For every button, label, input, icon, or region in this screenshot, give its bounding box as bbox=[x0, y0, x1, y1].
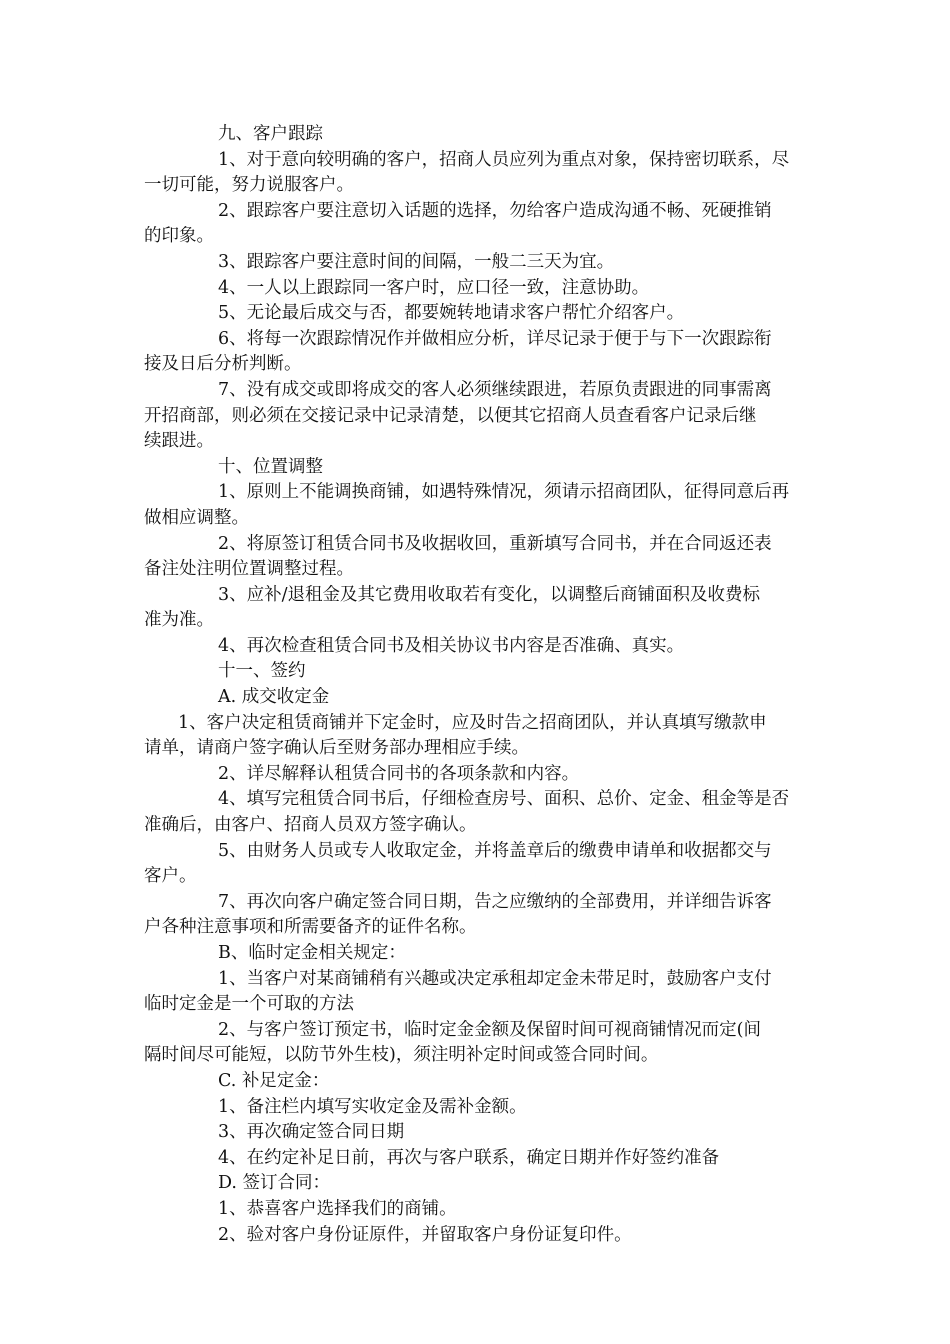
text-line: 隔时间尽可能短，以防节外生枝)，须注明补定时间或签合同时间。 bbox=[144, 1045, 659, 1066]
text-line: C. 补足定金： bbox=[218, 1070, 330, 1091]
text-line: 3、应补/退租金及其它费用收取若有变化，以调整后商铺面积及收费标 bbox=[218, 584, 761, 605]
text-line: 九、客户跟踪 bbox=[218, 124, 323, 144]
text-line: 开招商部，则必须在交接记录中记录清楚，以便其它招商人员查看客户记录后继 bbox=[144, 405, 757, 426]
text-line: 接及日后分析判断。 bbox=[144, 354, 302, 375]
text-line: 1、原则上不能调换商铺，如遇特殊情况，须请示招商团队，征得同意后再 bbox=[218, 482, 790, 503]
text-line: D. 签订合同： bbox=[218, 1173, 331, 1194]
text-line: 1、对于意向较明确的客户，招商人员应列为重点对象，保持密切联系，尽 bbox=[218, 149, 790, 170]
text-line: 户各种注意事项和所需要备齐的证件名称。 bbox=[144, 917, 477, 938]
text-line: 2、将原签订租赁合同书及收据收回，重新填写合同书，并在合同返还表 bbox=[218, 533, 772, 554]
text-line: 客户。 bbox=[144, 866, 197, 887]
text-line: 2、跟踪客户要注意切入话题的选择，勿给客户造成沟通不畅、死硬推销 bbox=[218, 200, 772, 221]
text-line: 5、由财务人员或专人收取定金，并将盖章后的缴费申请单和收据都交与 bbox=[218, 840, 772, 861]
text-line: 4、填写完租赁合同书后，仔细检查房号、面积、总价、定金、租金等是否 bbox=[218, 789, 790, 810]
text-line: 1、恭喜客户选择我们的商铺。 bbox=[218, 1198, 457, 1219]
text-line: 1、备注栏内填写实收定金及需补金额。 bbox=[218, 1096, 527, 1117]
text-line: 一切可能，努力说服客户。 bbox=[144, 175, 354, 196]
text-line: A. 成交收定金 bbox=[218, 687, 330, 708]
text-line: 准确后，由客户、招商人员双方签字确认。 bbox=[144, 815, 477, 836]
text-line: 2、验对客户身份证原件，并留取客户身份证复印件。 bbox=[218, 1224, 632, 1245]
text-line: 5、无论最后成交与否，都要婉转地请求客户帮忙介绍客户。 bbox=[218, 303, 685, 324]
text-line: 的印象。 bbox=[144, 226, 214, 247]
text-line: 3、再次确定签合同日期 bbox=[218, 1122, 405, 1143]
text-line: B、临时定金相关规定： bbox=[218, 943, 406, 963]
text-line: 准为准。 bbox=[144, 610, 214, 631]
text-line: 2、与客户签订预定书，临时定金金额及保留时间可视商铺情况而定(间 bbox=[218, 1019, 761, 1040]
text-line: 1、客户决定租赁商铺并下定金时，应及时告之招商团队，并认真填写缴款申 bbox=[178, 712, 767, 733]
text-line: 做相应调整。 bbox=[144, 507, 249, 528]
text-line: 请单，请商户签字确认后至财务部办理相应手续。 bbox=[144, 738, 529, 759]
text-line: 1、当客户对某商铺稍有兴趣或决定承租却定金未带足时，鼓励客户支付 bbox=[218, 968, 772, 989]
text-line: 6、将每一次跟踪情况作并做相应分析，详尽记录于便于与下一次跟踪衔 bbox=[218, 328, 772, 349]
text-line: 2、详尽解释认租赁合同书的各项条款和内容。 bbox=[218, 763, 580, 784]
text-line: 7、没有成交或即将成交的客人必须继续跟进，若原负责跟进的同事需离 bbox=[218, 379, 772, 400]
document-body bbox=[144, 122, 809, 1248]
text-line: 续跟进。 bbox=[144, 431, 214, 452]
text-line: 临时定金是一个可取的方法 bbox=[144, 994, 354, 1015]
text-line: 十一、签约 bbox=[218, 661, 306, 682]
text-line: 4、一人以上跟踪同一客户时，应口径一致，注意协助。 bbox=[218, 277, 650, 298]
text-line: 4、再次检查租赁合同书及相关协议书内容是否准确、真实。 bbox=[218, 635, 685, 656]
text-line: 4、在约定补足日前，再次与客户联系，确定日期并作好签约准备 bbox=[218, 1147, 720, 1168]
text-line: 7、再次向客户确定签合同日期，告之应缴纳的全部费用，并详细告诉客 bbox=[218, 891, 772, 912]
text-line: 备注处注明位置调整过程。 bbox=[144, 559, 354, 580]
text-line: 十、位置调整 bbox=[218, 456, 323, 477]
text-line: 3、跟踪客户要注意时间的间隔，一般二三天为宜。 bbox=[218, 251, 615, 272]
